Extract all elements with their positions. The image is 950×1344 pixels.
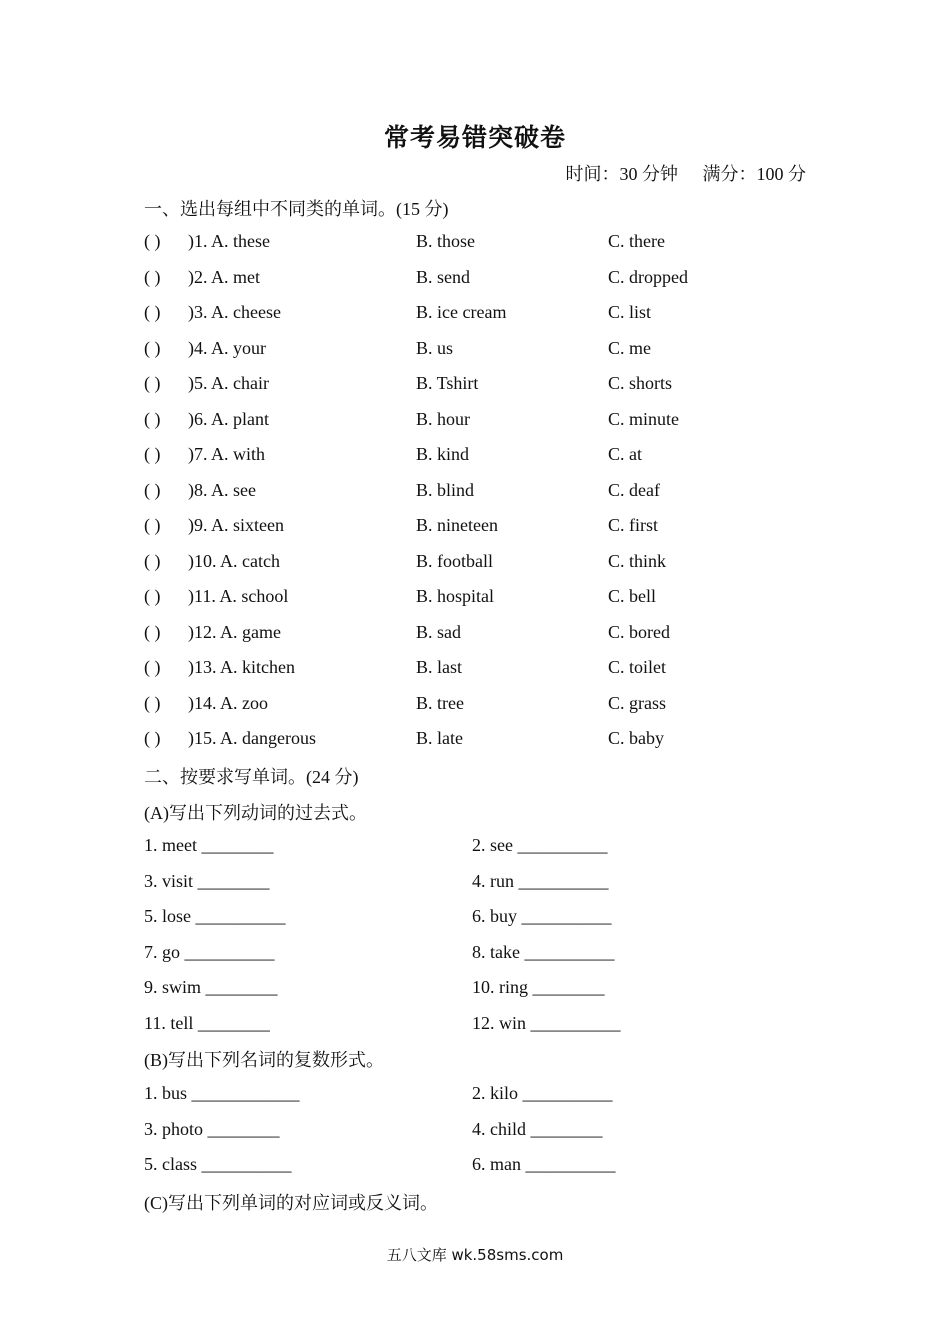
option-a: )2. A. met: [188, 266, 260, 287]
word-item[interactable]: 3. photo ________: [144, 1118, 280, 1139]
option-a: )15. A. dangerous: [188, 728, 316, 748]
option-b: B. hour: [416, 408, 470, 429]
option-c: C. minute: [608, 408, 679, 429]
word-item[interactable]: 6. man __________: [472, 1154, 616, 1174]
word-item[interactable]: 5. lose __________: [144, 906, 286, 926]
time-limit: 时间：30 分钟: [565, 164, 678, 184]
answer-blank[interactable]: ( ): [144, 621, 161, 642]
option-c: C. there: [608, 231, 665, 251]
option-a: )6. A. plant: [188, 408, 269, 429]
option-c: C. deaf: [608, 479, 660, 500]
answer-blank[interactable]: ( ): [144, 586, 161, 606]
option-c: C. shorts: [608, 373, 673, 393]
word-item[interactable]: 1. bus ____________: [144, 1083, 300, 1103]
answer-blank[interactable]: ( ): [144, 266, 161, 287]
option-c: C. bell: [608, 586, 656, 606]
answer-blank[interactable]: ( ): [144, 302, 161, 322]
answer-blank[interactable]: ( ): [144, 550, 161, 571]
part-a-heading: (A)写出下列动词的过去式。: [144, 803, 367, 823]
option-c: C. baby: [608, 728, 664, 748]
option-b: B. kind: [416, 444, 470, 464]
answer-blank[interactable]: ( ): [144, 231, 161, 251]
word-item[interactable]: 2. see __________: [472, 835, 608, 855]
option-c: C. list: [608, 302, 652, 322]
part-c-heading: (C)写出下列单词的对应词或反义词。: [144, 1193, 438, 1213]
option-a: )13. A. kitchen: [188, 657, 295, 677]
option-a: )4. A. your: [188, 337, 266, 358]
word-item[interactable]: 2. kilo __________: [472, 1083, 613, 1103]
word-item[interactable]: 12. win __________: [472, 1012, 621, 1033]
option-c: C. dropped: [608, 266, 688, 287]
answer-blank[interactable]: ( ): [144, 444, 161, 464]
section-1-heading: 一、选出每组中不同类的单词。(15 分): [144, 199, 449, 219]
option-b: B. send: [416, 266, 470, 287]
answer-blank[interactable]: ( ): [144, 408, 161, 429]
option-c: C. think: [608, 550, 667, 571]
option-c: C. bored: [608, 621, 670, 642]
option-c: C. me: [608, 337, 651, 358]
option-b: B. hospital: [416, 586, 495, 606]
option-b: B. tree: [416, 692, 464, 713]
option-a: )3. A. cheese: [188, 302, 281, 322]
option-b: B. Tshirt: [416, 373, 479, 393]
answer-blank[interactable]: ( ): [144, 373, 161, 393]
option-b: B. those: [416, 231, 476, 251]
word-item[interactable]: 4. run __________: [472, 870, 609, 891]
option-b: B. football: [416, 550, 493, 571]
answer-blank[interactable]: ( ): [144, 728, 161, 748]
part-b-heading: (B)写出下列名词的复数形式。: [144, 1050, 384, 1070]
option-b: B. last: [416, 657, 463, 677]
option-c: C. toilet: [608, 657, 666, 677]
option-b: B. sad: [416, 621, 461, 642]
answer-blank[interactable]: ( ): [144, 657, 161, 677]
page-title: 常考易错突破卷: [383, 125, 566, 152]
word-item[interactable]: 1. meet ________: [144, 835, 274, 855]
answer-blank[interactable]: ( ): [144, 479, 161, 500]
exam-meta: [566, 160, 807, 186]
option-b: B. nineteen: [416, 515, 498, 535]
option-a: )5. A. chair: [188, 373, 269, 393]
word-item[interactable]: 10. ring ________: [472, 977, 605, 997]
section-2-heading: 二、按要求写单词。(24 分): [144, 767, 359, 787]
answer-blank[interactable]: ( ): [144, 692, 161, 713]
word-item[interactable]: 7. go __________: [144, 941, 275, 962]
option-b: B. ice cream: [416, 302, 507, 322]
footer-watermark: 五八文库 wk.58sms.com: [386, 1246, 564, 1264]
option-c: C. grass: [608, 692, 666, 713]
word-item[interactable]: 6. buy __________: [472, 906, 612, 926]
word-item[interactable]: 5. class __________: [144, 1154, 292, 1174]
word-item[interactable]: 9. swim ________: [144, 977, 278, 997]
word-item[interactable]: 3. visit ________: [144, 870, 270, 891]
full-score: 满分：100 分: [702, 164, 806, 184]
answer-blank[interactable]: ( ): [144, 337, 161, 358]
option-a: )11. A. school: [188, 586, 289, 606]
option-b: B. us: [416, 337, 454, 358]
option-c: C. at: [608, 444, 642, 464]
option-b: B. late: [416, 728, 463, 748]
option-a: )9. A. sixteen: [188, 515, 284, 535]
option-a: )14. A. zoo: [188, 692, 268, 713]
option-a: )12. A. game: [188, 621, 281, 642]
option-c: C. first: [608, 515, 659, 535]
option-a: )1. A. these: [188, 231, 270, 251]
answer-blank[interactable]: ( ): [144, 515, 161, 535]
option-b: B. blind: [416, 479, 475, 500]
option-a: )10. A. catch: [188, 550, 280, 571]
option-a: )7. A. with: [188, 444, 266, 464]
word-item[interactable]: 8. take __________: [472, 941, 615, 962]
option-a: )8. A. see: [188, 479, 256, 500]
word-item[interactable]: 4. child ________: [472, 1118, 603, 1139]
word-item[interactable]: 11. tell ________: [144, 1012, 270, 1033]
